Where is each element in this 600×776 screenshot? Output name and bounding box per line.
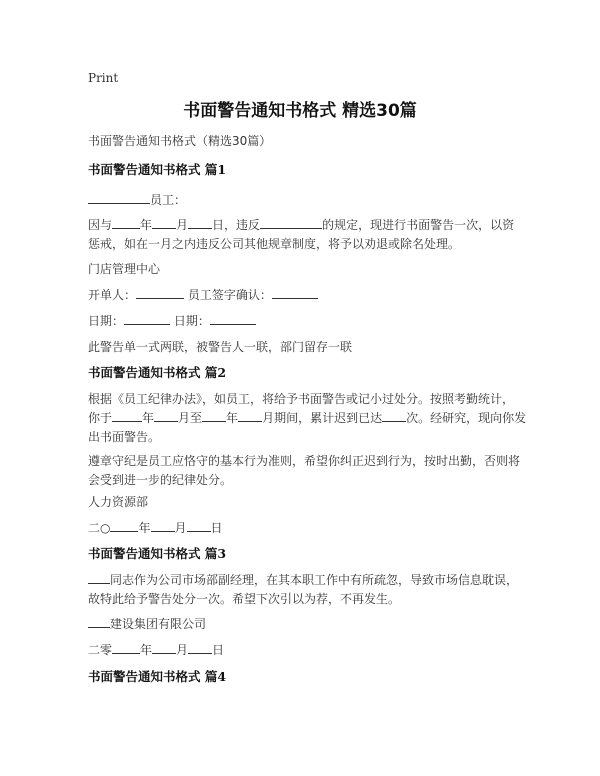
section1-note: 此警告单一式两联，被警告人一联，部门留存一联 bbox=[88, 340, 353, 354]
section1-signatures: 开单人： 员工签字确认： bbox=[88, 285, 518, 305]
section2-date: 二○ 年 月 日 bbox=[88, 521, 223, 535]
page-title: 书面警告通知书格式 精选30篇 bbox=[183, 101, 417, 121]
section2-paragraph1-end: 出书面警告。 bbox=[88, 430, 161, 444]
print-label[interactable]: Print bbox=[88, 71, 119, 85]
section3-paragraph1: 同志作为公司市场部副经理，在其本职工作中有所疏忽，导致市场信息耽误， bbox=[88, 570, 518, 590]
section1-dates: 日期： 日期： bbox=[88, 311, 518, 331]
section1-paragraph1-cont: 惩戒，如在一月之内违反公司其他规章制度，将予以劝退或除名处理。 bbox=[88, 237, 461, 251]
section3-date: 二零 年 月 日 bbox=[88, 643, 225, 657]
section1-salutation: 员工： bbox=[88, 190, 518, 210]
section3-paragraph1-cont: 故特此给予警告处分一次。希望下次引以为荐，不再发生。 bbox=[88, 592, 401, 606]
section1-dept: 门店管理中心 bbox=[88, 262, 161, 276]
section2-paragraph1: 根据《员工纪律办法》，如员工，将给予书面警告或记小过处分。按照考勤统计， bbox=[88, 392, 515, 406]
section1-heading: 书面警告通知书格式 篇1 bbox=[88, 162, 227, 177]
section2-dept: 人力资源部 bbox=[88, 495, 149, 509]
section3-company: 建设集团有限公司 bbox=[88, 614, 518, 634]
section1-paragraph1: 因与 年 月 日，违反 的规定，现进行书面警告一次，以资 bbox=[88, 218, 515, 232]
blank-line bbox=[88, 191, 150, 204]
subtitle: 书面警告通知书格式（精选30篇） bbox=[88, 134, 272, 148]
section2-heading: 书面警告通知书格式 篇2 bbox=[88, 365, 227, 380]
section3-heading: 书面警告通知书格式 篇3 bbox=[88, 546, 227, 561]
section2-paragraph1-cont: 你于 年 月至 年 月期间，累计迟到已达 次。经研究，现向你发 bbox=[88, 411, 527, 425]
section4-heading: 书面警告通知书格式 篇4 bbox=[88, 669, 227, 684]
section2-paragraph2-cont: 会受到进一步的纪律处分。 bbox=[88, 473, 233, 487]
section2-paragraph2: 遵章守纪是员工应恪守的基本行为准则，希望你纠正迟到行为，按时出勤，否则将 bbox=[88, 454, 521, 468]
